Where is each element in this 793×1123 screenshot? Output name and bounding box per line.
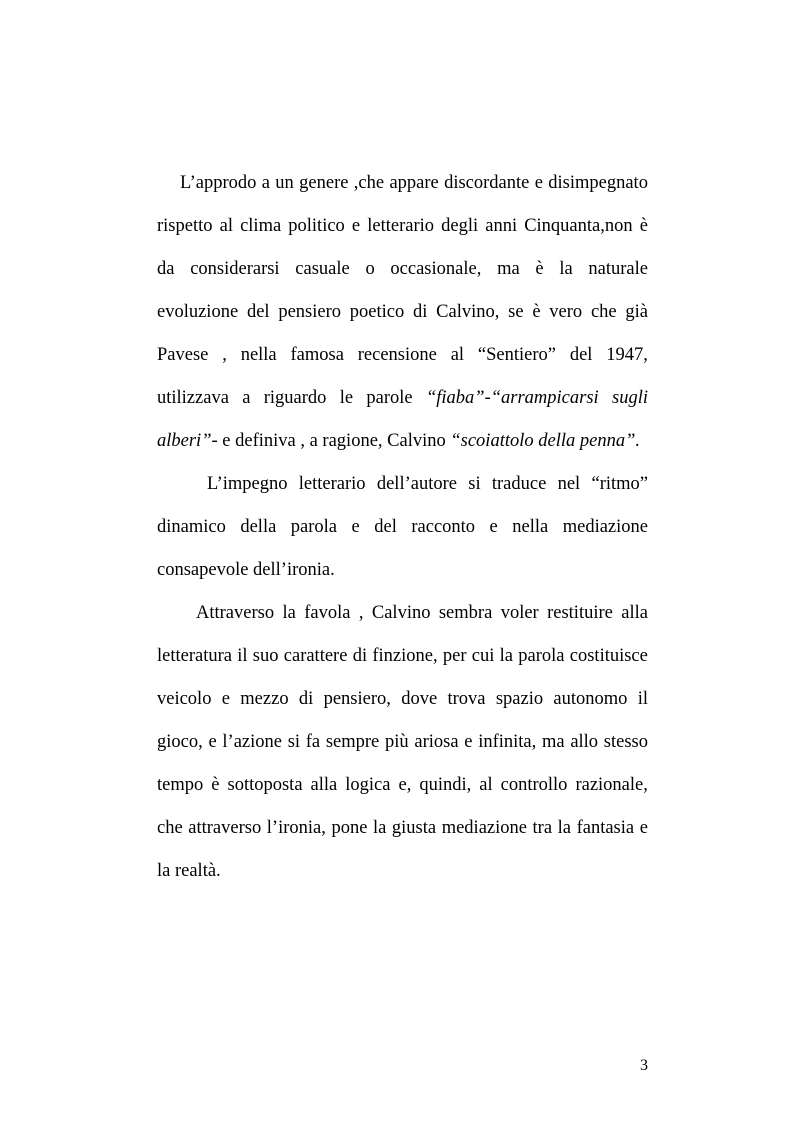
word: disimpegnato [548, 173, 648, 193]
word: appare [389, 173, 439, 193]
word: se [508, 302, 524, 322]
word: la [282, 603, 296, 623]
word: “Sentiero” [477, 345, 556, 365]
italic-quote: “scoiattolo della penna”. [450, 431, 640, 451]
word: quindi, [419, 775, 472, 795]
word: occasionale, [390, 259, 482, 279]
word: già [625, 302, 648, 322]
word: è [211, 775, 220, 795]
word: il [637, 689, 648, 709]
word: e [221, 689, 230, 709]
word: la [499, 646, 513, 666]
word: è [535, 259, 544, 279]
italic-quote: “fiaba”-“arrampicarsi [425, 388, 599, 408]
word: carattere [283, 646, 348, 666]
word: Calvino [371, 603, 431, 623]
paragraph-2-line-3: consapevole dell’ironia. [157, 560, 335, 580]
word: politico [288, 216, 345, 236]
word: mediazione [441, 818, 527, 838]
word: veicolo [157, 689, 212, 709]
word: favola [304, 603, 351, 623]
word: discordante [444, 173, 530, 193]
word: naturale [588, 259, 648, 279]
paragraph-2-line-1 [207, 471, 648, 497]
word: ,che [353, 173, 385, 193]
word: parola [518, 646, 565, 666]
word: è [639, 216, 648, 236]
word: mezzo [240, 689, 289, 709]
word: poetico [349, 302, 405, 322]
word: dove [401, 689, 438, 709]
word: genere [299, 173, 349, 193]
word: L’approdo [180, 173, 257, 193]
word: letterario [298, 474, 366, 494]
word: evoluzione [157, 302, 239, 322]
word: recensione [357, 345, 437, 365]
word: sottoposta [227, 775, 303, 795]
word: e [351, 216, 361, 236]
word: pensiero, [323, 689, 391, 709]
word: racconto [411, 517, 476, 537]
word: ariosa [414, 732, 459, 752]
word: e [534, 173, 543, 193]
word: fa [305, 732, 321, 752]
word: l’azione [222, 732, 282, 752]
paragraph-1-line-4 [157, 299, 648, 325]
word: riguardo [263, 388, 327, 408]
word: suo [252, 646, 279, 666]
word: allo [570, 732, 599, 752]
word: e [464, 732, 473, 752]
word: rispetto [157, 216, 213, 236]
word: dinamico [157, 517, 226, 537]
word: parole [366, 388, 413, 408]
word: trova [447, 689, 486, 709]
word: per [442, 646, 467, 666]
word: spazio [495, 689, 544, 709]
italic-quote: alberi”- [157, 431, 218, 451]
word: del [374, 517, 397, 537]
word: clima [240, 216, 282, 236]
word: è [532, 302, 541, 322]
word: anni [485, 216, 518, 236]
word: al [450, 345, 465, 365]
paragraph-3-line-3 [157, 686, 648, 712]
word: voler [500, 603, 539, 623]
word: a [261, 173, 270, 193]
word: letteratura [157, 646, 232, 666]
word: la [372, 818, 387, 838]
paragraph-3-line-6 [157, 815, 648, 841]
word: e [639, 818, 648, 838]
word: o [365, 259, 375, 279]
paragraph-1-line-1 [180, 170, 648, 196]
word: autonomo [553, 689, 628, 709]
word: il [237, 646, 248, 666]
paragraph-3-line-7: la realtà. [157, 861, 221, 881]
word: alla [621, 603, 648, 623]
word: 1947, [606, 345, 648, 365]
word: più [385, 732, 409, 752]
word: Pavese [157, 345, 209, 365]
word: alla [310, 775, 338, 795]
paragraph-1-line-5 [157, 342, 648, 368]
word: Cinquanta,non [524, 216, 633, 236]
word: di [352, 646, 368, 666]
word: nella [240, 345, 277, 365]
word: di [298, 689, 314, 709]
word: del [246, 302, 270, 322]
word: , [358, 603, 364, 623]
paragraph-3-line-5 [157, 772, 648, 798]
word: casuale [295, 259, 350, 279]
word: e [351, 517, 360, 537]
word: sempre [325, 732, 380, 752]
word: l’ironia, [266, 818, 326, 838]
word: L’impegno [207, 474, 288, 494]
paragraph-1-line-6 [157, 385, 648, 411]
plain-text: e definiva , a ragione, Calvino [217, 431, 451, 451]
word: le [339, 388, 354, 408]
word: da [157, 259, 175, 279]
word: sembra [438, 603, 493, 623]
word: finzione, [372, 646, 438, 666]
word: si [287, 732, 301, 752]
word: la [559, 259, 573, 279]
word: un [275, 173, 294, 193]
word: letterario [367, 216, 435, 236]
word: Attraverso [196, 603, 275, 623]
word: pone [331, 818, 368, 838]
word: a [242, 388, 251, 408]
word: attraverso [188, 818, 262, 838]
word: mediazione [562, 517, 648, 537]
word: della [240, 517, 277, 537]
word: stesso [603, 732, 648, 752]
word: costituisce [569, 646, 648, 666]
paragraph-1-line-3 [157, 256, 648, 282]
word: vero [549, 302, 583, 322]
word: ma [497, 259, 520, 279]
word: famosa [290, 345, 344, 365]
italic-quote: sugli [612, 388, 648, 408]
word: infinita, [478, 732, 537, 752]
word: nella [512, 517, 549, 537]
word: e [208, 732, 217, 752]
word: pensiero [278, 302, 341, 322]
paragraph-3-line-1 [196, 600, 648, 626]
word: fantasia [576, 818, 635, 838]
word: giusta [391, 818, 437, 838]
word: traduce [491, 474, 547, 494]
word: del [569, 345, 593, 365]
word: nel [557, 474, 581, 494]
word: ma [541, 732, 565, 752]
word: “ritmo” [591, 474, 648, 494]
word: controllo [500, 775, 568, 795]
word: si [468, 474, 481, 494]
word: restituire [547, 603, 613, 623]
word: al [479, 775, 493, 795]
word: utilizzava [157, 388, 229, 408]
word: e [489, 517, 498, 537]
paragraph-3-line-4 [157, 729, 648, 755]
word: e, [398, 775, 412, 795]
paragraph-2-line-2 [157, 514, 648, 540]
word: cui [471, 646, 495, 666]
word: razionale, [575, 775, 648, 795]
paragraph-3-line-2 [157, 643, 648, 669]
word: tra [532, 818, 553, 838]
paragraph-1-line-2 [157, 213, 648, 239]
paragraph-1-line-7 [157, 428, 648, 454]
word: , [222, 345, 227, 365]
word: parola [290, 517, 338, 537]
word: la [557, 818, 571, 838]
word: che [590, 302, 617, 322]
word: considerarsi [190, 259, 280, 279]
word: al [219, 216, 233, 236]
word: gioco, [157, 732, 203, 752]
word: di [412, 302, 428, 322]
word: tempo [157, 775, 204, 795]
page-number: 3 [640, 1057, 648, 1074]
word: degli [441, 216, 479, 236]
word: dell’autore [376, 474, 457, 494]
word: Calvino, [436, 302, 500, 322]
word: che [157, 818, 183, 838]
word: logica [345, 775, 391, 795]
